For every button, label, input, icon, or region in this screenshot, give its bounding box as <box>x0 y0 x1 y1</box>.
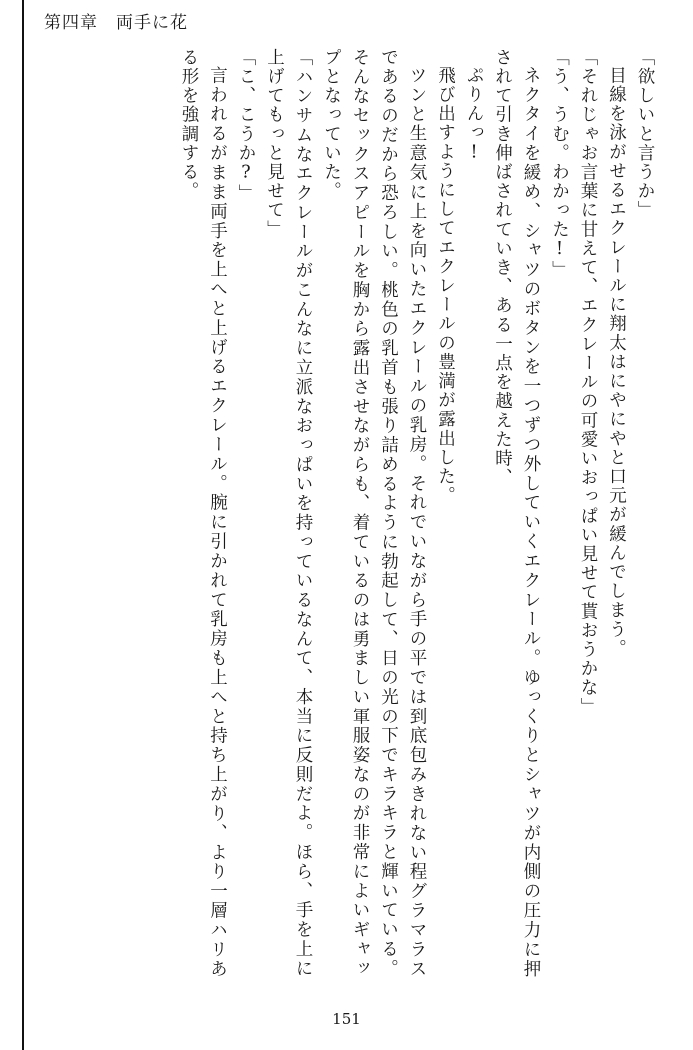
paragraph: 言われるがまま両手を上へと上げるエクレール。腕に引かれて乳房も上へと持ち上がり、より一層ハリある形を強調する。 <box>179 48 228 978</box>
page-number: 151 <box>332 1010 361 1028</box>
chapter-number: 第四章 <box>44 13 98 33</box>
paragraph: 「う、うむ。わかった!」 <box>549 48 570 280</box>
paragraph: 目線を泳がせるエクレールに翔太はにやにやと口元が緩んでしまう。 <box>606 65 627 658</box>
body-text <box>40 48 659 978</box>
paragraph: 飛び出すようにしてエクレールの豊満が露出した。 <box>435 65 456 505</box>
chapter-title: 両手に花 <box>116 13 188 33</box>
paragraph: ツンと生意気に上を向いたエクレールの乳房。それでいながら手の平では到底包みきれない程グラマラスであるのだから恐ろしい。桃色の乳首も張り詰めるように勃起して、日の光の下でキラキラと輝いている。そんなセックスアピールを胸から露出させながらも、着ているのは勇ましい軍服姿なのが非常によいギャップとなっていた。 <box>321 48 427 978</box>
paragraph: 「ハンサムなエクレールがこんなに立派なおっぱいを持っているなんて、本当に反則だよ。ほら、手を上に上げてもっと見せて」 <box>264 48 313 978</box>
spine-rule <box>22 0 24 1050</box>
running-header <box>44 8 188 33</box>
paragraph: 「それじゃお言葉に甘えて、エクレールの可愛いおっぱい見せて貰おうかな」 <box>578 48 598 717</box>
paragraph: ネクタイを緩め、シャツのボタンを一つずつ外していくエクレール。ゆっくりとシャツが内側の圧力に押されて引き伸ばされていき、ある一点を越えた時、 <box>492 48 541 978</box>
paragraph: 「こ、こうか?」 <box>236 48 256 204</box>
paragraph: ぷりんっ! <box>464 65 484 164</box>
paragraph: 「欲しいと言うか」 <box>635 48 655 220</box>
